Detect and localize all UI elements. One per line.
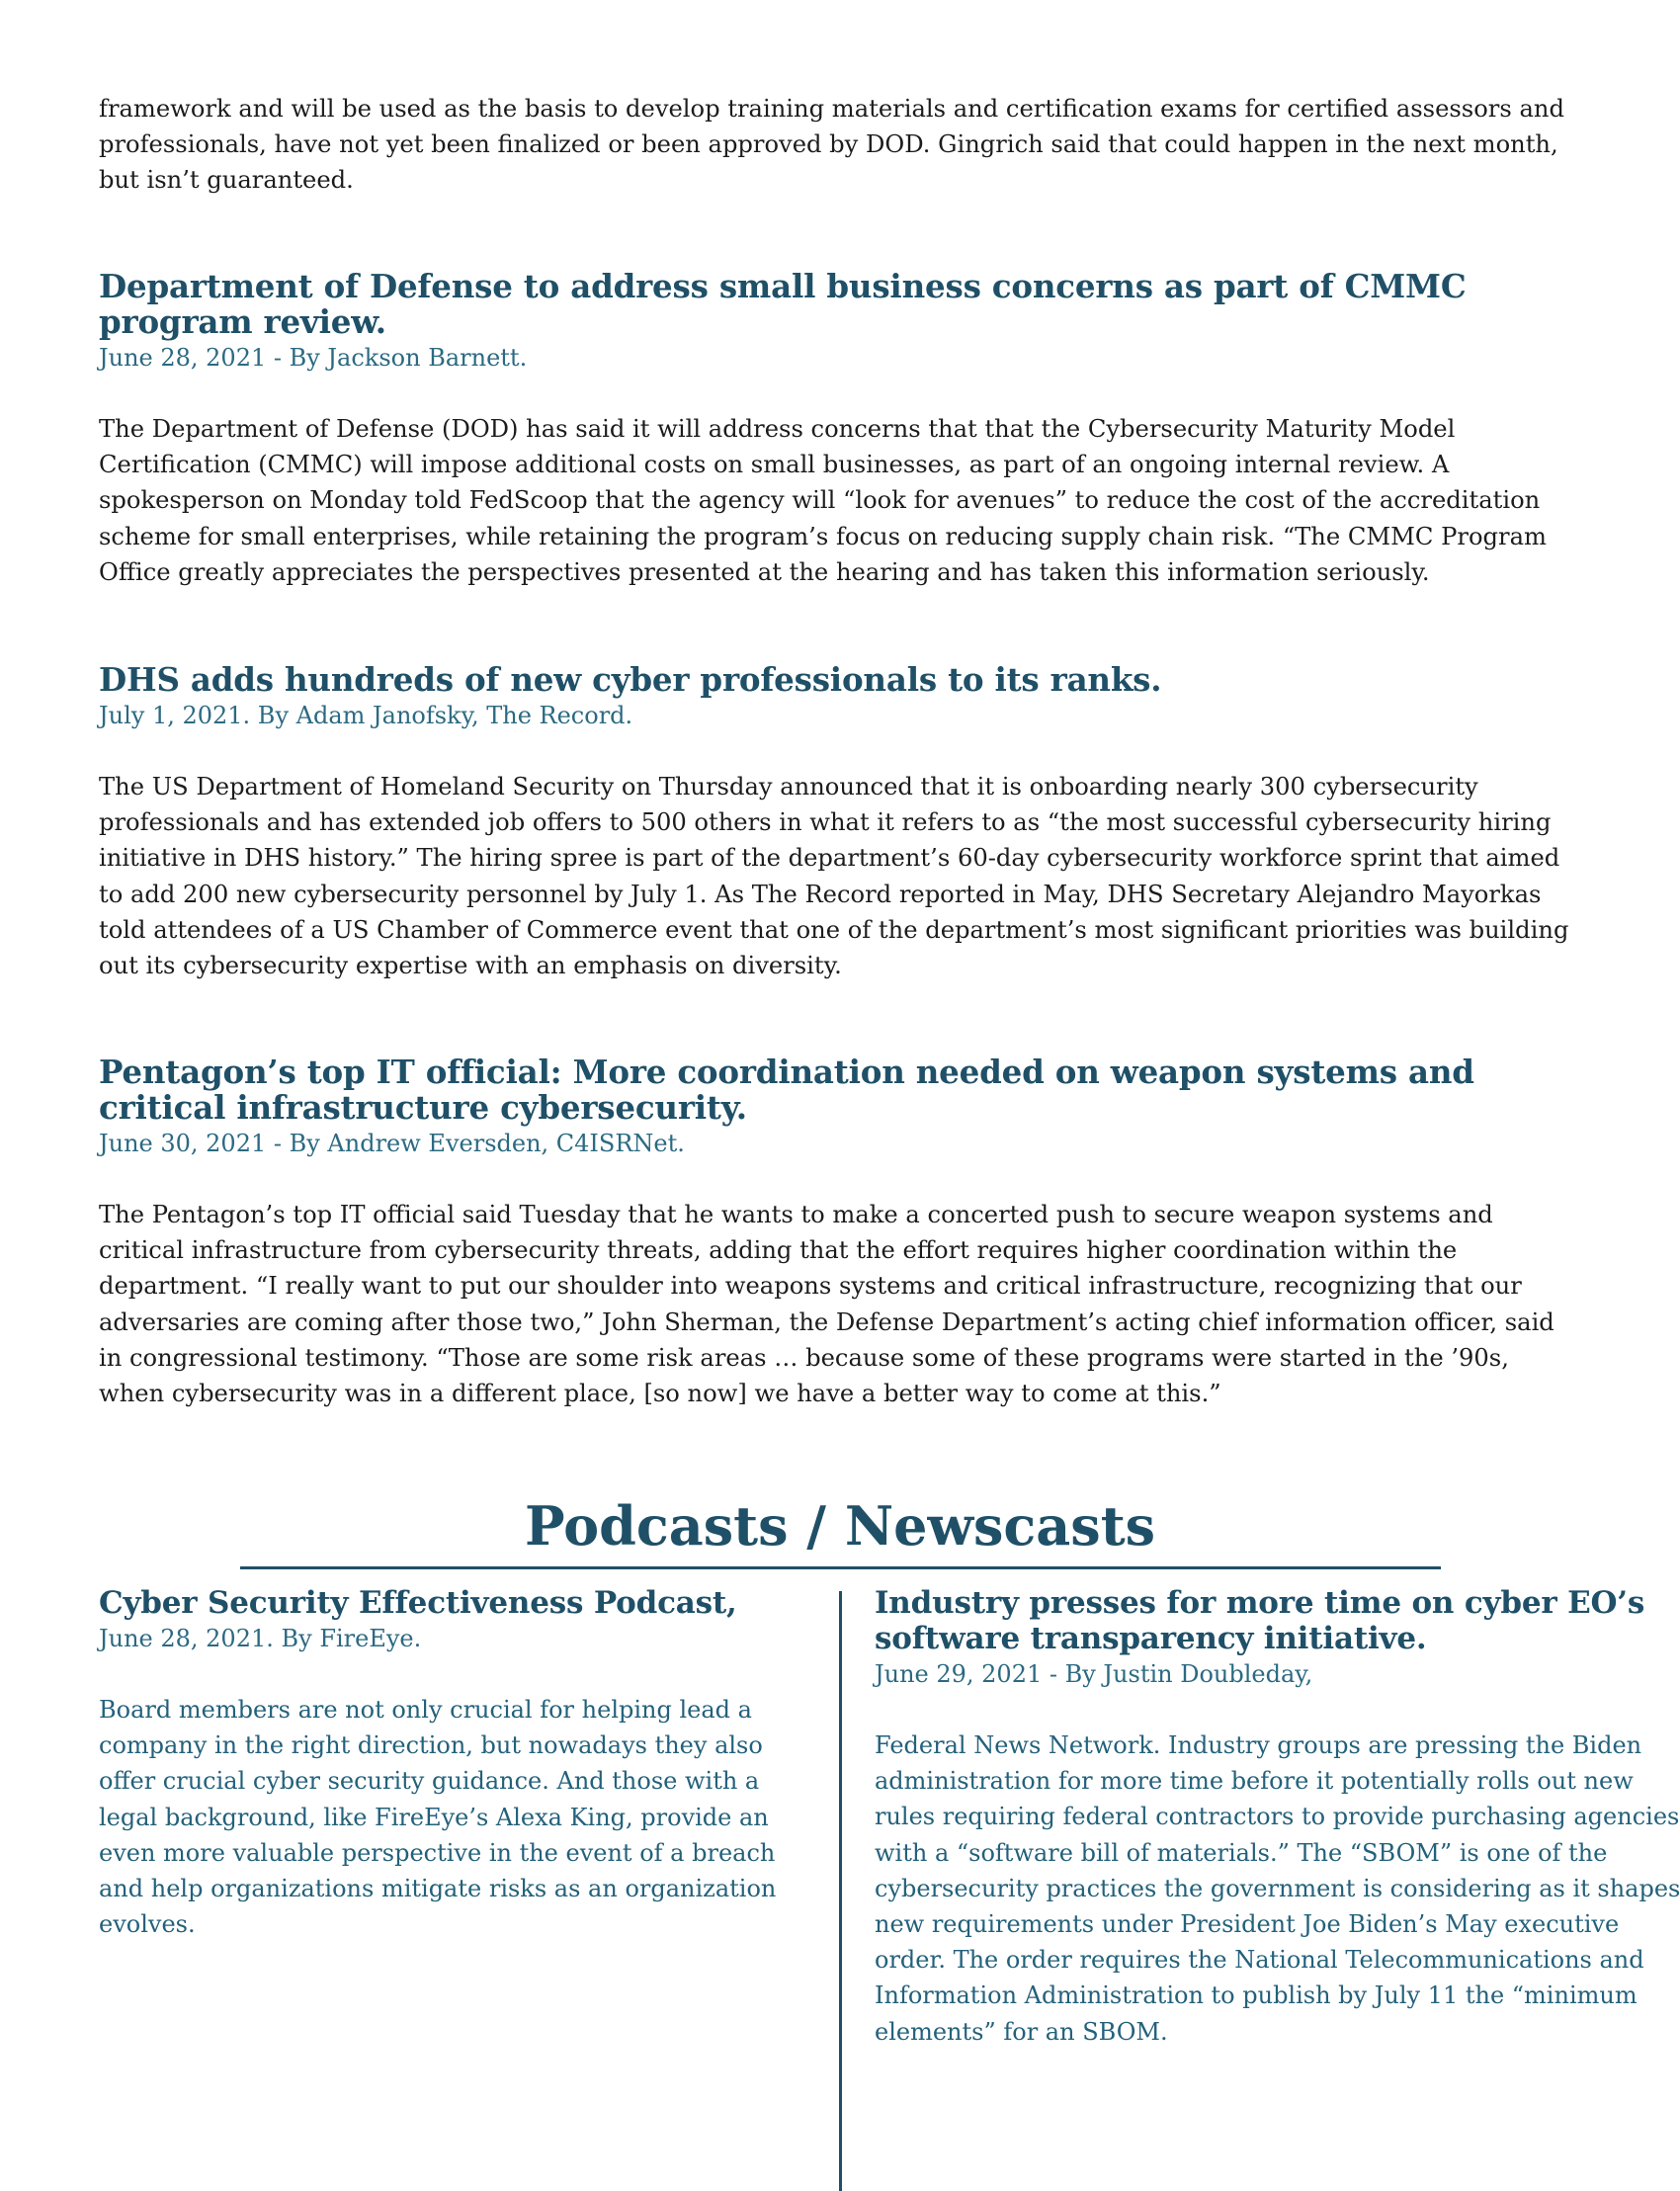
article-headline[interactable]: Department of Defense to address small business concerns as part of CMMC program review. [99,267,1467,341]
column-divider [839,1591,842,2191]
podcast-byline: June 29, 2021 - By Justin Doubleday, [875,1660,1313,1688]
section-divider [240,1566,1441,1569]
article-pentagon [99,1054,1581,1411]
article-body: The US Department of Homeland Security on Thursday announced that it is onboarding nearly 300 cybersecurity professionals and has extended job offers to 500 others in what it refers to as “the most successful cybersecurity hiring initiative in DHS history.” The hiring spree is part of the department’s 60-day cybersecurity workforce sprint that aimed to add 200 new cybersecurity personnel by July 1. As The Record reported in May, DHS Secretary Alejandro Mayorkas told attendees of a US Chamber of Commerce event that one of the department’s most significant priorities was building out its cybersecurity expertise with an emphasis on diversity. [99,773,1569,980]
article-headline[interactable]: Pentagon’s top IT official: More coordination needed on weapon systems and critical infrastructure cybersecurity. [99,1053,1474,1127]
article-body: The Pentagon’s top IT official said Tuesday that he wants to make a concerted push to secure weapon systems and critical infrastructure from cybersecurity threats, adding that the effort requires higher coordination within the department. “I really want to put our shoulder into weapons systems and critical infrastructure, recognizing that our adversaries are coming after those two,” John Sherman, the Defense Department’s acting chief information officer, said in congressional testimony. “Those are some risk areas … because some of these programs were started in the ’90s, when cybersecurity was in a different place, [so now] we have a better way to come at this.” [99,1201,1554,1408]
article-byline: July 1, 2021. By Adam Janofsky, The Record. [99,702,633,729]
article-byline: June 30, 2021 - By Andrew Eversden, C4ISRNet. [99,1130,685,1157]
podcast-headline[interactable]: Industry presses for more time on cyber EO’s software transparency initiative. [875,1585,1645,1656]
intro-paragraph: framework and will be used as the basis to develop training materials and certification exams for certified assessors and professionals, have not yet been finalized or been approved by DOD. Gingrich said that could happen in the next month, but isn’t guaranteed. [99,95,1564,195]
article-byline: June 28, 2021 - By Jackson Barnett. [99,344,528,372]
article-cmmc [99,269,1581,590]
article-body: The Department of Defense (DOD) has said it will address concerns that that the Cybersecurity Maturity Model Certification (CMMC) will impose additional costs on small businesses, as part of an ongoing internal review. A spokesperson on Monday told FedScoop that the agency will “look for avenues” to reduce the cost of the accreditation scheme for small enterprises, while retaining the program’s focus on reducing supply chain risk. “The CMMC Program Office greatly appreciates the perspectives presented at the hearing and has taken this information seriously. [99,415,1547,586]
podcast-headline[interactable]: Cyber Security Effectiveness Podcast, [99,1585,737,1621]
section-title: Podcasts / Newscasts [524,1494,1156,1558]
podcast-body: Federal News Network. Industry groups are pressing the Biden administration for more time before it potentially rolls out new rules requiring federal contractors to provide purchasing agencies with a “software bill of materials.” The “SBOM” is one of the cybersecurity practices the government is considering as it shapes new requirements under President Joe Biden’s May executive order. The order requires the National Telecommunications and Information Administration to publish by July 11 the “minimum elements” for an SBOM. [875,1731,1680,2046]
podcast-body: Board members are not only crucial for helping lead a company in the right direction, but nowadays they also offer crucial cyber security guidance. And those with a legal background, like FireEye’s Alexa King, provide an even more valuable perspective in the event of a breach and help organizations mitigate risks as an organization evolves. [99,1696,777,1939]
podcast-item-sbom [875,1585,1680,2050]
podcast-byline: June 28, 2021. By FireEye. [99,1625,422,1652]
article-headline[interactable]: DHS adds hundreds of new cyber professionals to its ranks. [99,660,1162,699]
article-dhs [99,662,1581,983]
podcast-item-fireeye [99,1585,791,1942]
